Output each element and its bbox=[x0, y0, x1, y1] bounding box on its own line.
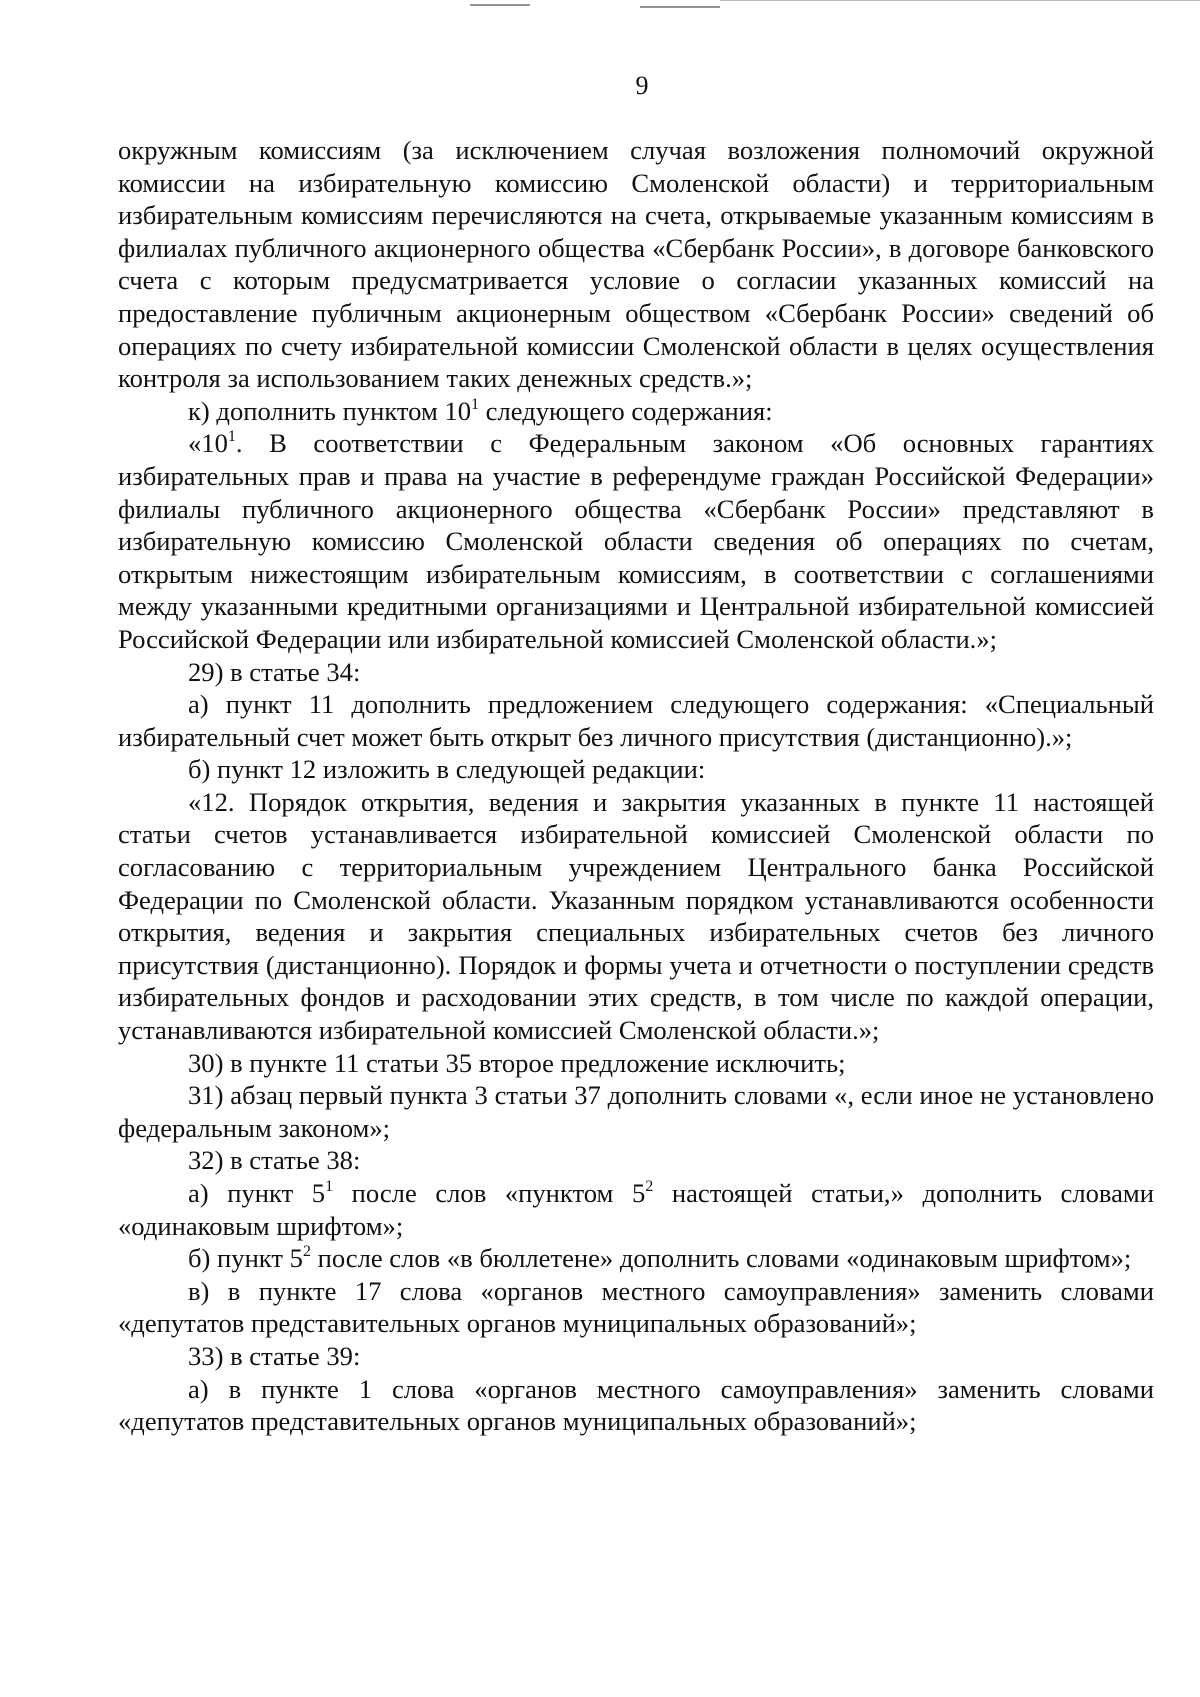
paragraph-text: . В соответствии с Федеральным законом «Об основных гарантиях избирательных прав и права на участие в референдуме граждан Российской Федерации» филиалы публичного акционерного общества «Сбербанк России» представляют в избирательную комиссию Смоленской области сведения об операциях по счетам, открытым нижестоящим избирательным комиссиям, в соответствии с соглашениями между указанными кредитными организациями и Центральной избирательной комиссией Российской Федерации или избирательной комиссией Смоленской области.»; bbox=[118, 428, 1154, 654]
paragraph bbox=[118, 1047, 1154, 1080]
scan-artifact-left bbox=[470, 4, 530, 6]
superscript-index: 2 bbox=[302, 1243, 311, 1261]
paragraph bbox=[118, 1275, 1154, 1340]
paragraph-text: в) в пункте 17 слова «органов местного самоуправления» заменить словами «депутатов представительных органов муниципальных образований»; bbox=[118, 1275, 1154, 1339]
paragraph-text: следующего содержания: bbox=[479, 395, 773, 426]
scan-border-top bbox=[720, 0, 1200, 1]
paragraph bbox=[118, 395, 1154, 428]
superscript-index: 1 bbox=[325, 1178, 334, 1195]
paragraph-text: к) дополнить пунктом 10 bbox=[188, 395, 472, 426]
paragraph-text: 29) в статье 34: bbox=[188, 656, 361, 687]
paragraph bbox=[118, 688, 1154, 753]
paragraph-text: «12. Порядок открытия, ведения и закрытия указанных в пункте 11 настоящей статьи счетов устанавливается избирательной комиссией Смоленской области по согласованию с территориальным учреждением Центрального банка Российской Федерации по Смоленской области. Указанным порядком устанавливаются особенности открытия, ведения и закрытия специальных избирательных счетов без личного присутствия (дистанционно). Порядок и формы учета и отчетности о поступлении средств избирательных фондов и расходовании этих средств, в том числе по каждой операции, устанавливаются избирательной комиссией Смоленской области.»; bbox=[118, 786, 1154, 1046]
paragraph bbox=[118, 1242, 1154, 1275]
paragraph bbox=[118, 1177, 1154, 1242]
paragraph bbox=[118, 134, 1154, 395]
paragraph-text: 32) в статье 38: bbox=[188, 1145, 361, 1176]
paragraph-text: окружным комиссиям (за исключением случая возложения полномочий окружной комиссии на избирательную комиссию Смоленской области) и территориальным избирательным комиссиям перечисляются на счета, открываемые указанным комиссиям в филиалах публичного акционерного общества «Сбербанк России», в договоре банковского счета с которым предусматривается условие о согласии указанных комиссий на предоставление публичным акционерным обществом «Сбербанк России» сведений об операциях по счету избирательной комиссии Смоленской области в целях осуществления контроля за использованием таких денежных средств.»; bbox=[118, 135, 1154, 394]
paragraph bbox=[118, 427, 1154, 655]
paragraph-text: 31) абзац первый пункта 3 статьи 37 дополнить словами «, если иное не установлено федеральным законом»; bbox=[118, 1080, 1154, 1143]
paragraph-text: б) пункт 12 изложить в следующей редакции: bbox=[188, 754, 706, 785]
paragraph bbox=[118, 1144, 1154, 1177]
paragraph-text: «10 bbox=[188, 428, 228, 459]
paragraph-text: после слов «пунктом 5 bbox=[333, 1178, 646, 1208]
superscript-index: 1 bbox=[471, 395, 480, 413]
paragraph-text: 30) в пункте 11 статьи 35 второе предложение исключить; bbox=[188, 1047, 846, 1078]
document-body bbox=[118, 134, 1154, 1438]
paragraph-text: 33) в статье 39: bbox=[188, 1340, 361, 1371]
paragraph bbox=[118, 753, 1154, 786]
superscript-index: 2 bbox=[645, 1178, 654, 1195]
paragraph bbox=[118, 1340, 1154, 1373]
paragraph-text: а) в пункте 1 слова «органов местного самоуправления» заменить словами «депутатов представительных органов муниципальных образований»; bbox=[118, 1373, 1154, 1437]
paragraph-text: а) пункт 5 bbox=[188, 1178, 326, 1208]
superscript-index: 1 bbox=[227, 428, 236, 446]
page-number: 9 bbox=[635, 71, 649, 100]
scan-artifact-right bbox=[640, 6, 720, 8]
paragraph-text: б) пункт 5 bbox=[188, 1243, 303, 1274]
paragraph bbox=[118, 1373, 1154, 1438]
paragraph bbox=[118, 1079, 1154, 1144]
paragraph bbox=[118, 786, 1154, 1047]
paragraph-text: настоящей статьи,» дополнить словами «одинаковым шрифтом»; bbox=[118, 1178, 1154, 1241]
paragraph-text: после слов «в бюллетене» дополнить словами «одинаковым шрифтом»; bbox=[310, 1243, 1132, 1274]
paragraph-text: а) пункт 11 дополнить предложением следующего содержания: «Специальный избирательный счет может быть открыт без личного присутствия (дистанционно).»; bbox=[118, 689, 1154, 752]
paragraph bbox=[118, 656, 1154, 689]
